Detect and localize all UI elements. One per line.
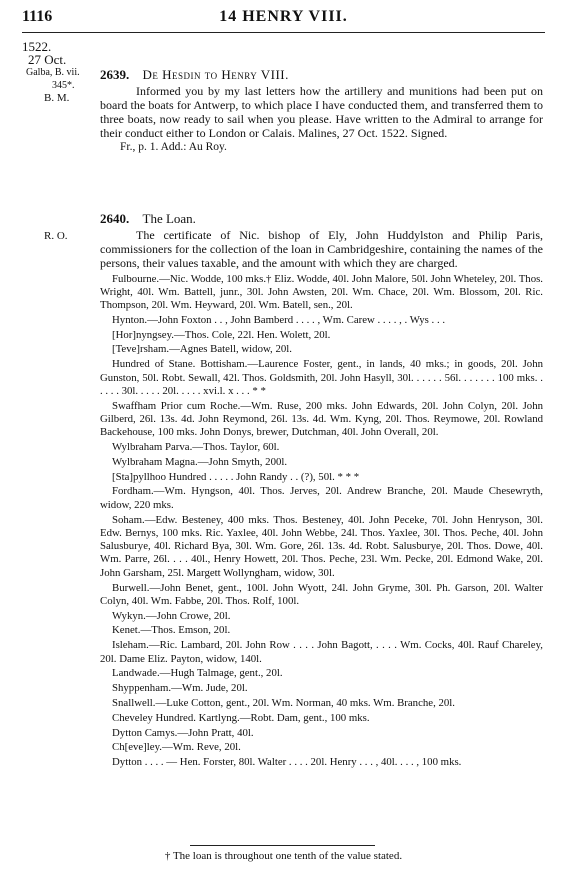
- margin-ref-ro: R. O.: [44, 230, 68, 242]
- loan-line: Landwade.—Hugh Talmage, gent., 20l.: [112, 667, 283, 680]
- margin-notes-2639: [22, 40, 100, 105]
- loan-line: Swaffham Prior cum Roche.—Wm. Ruse, 200 mks. John Edwards, 20l. John Colyn, 20l. John Gilberd, 26l. 13s. 4d. John Reymond, 26l. 13s. 4d. Wm. Kyng, 20l. Thos. Reymowe, 20l. Rowland Backehouse, 100 mks. John Donys, brewer, Dutchman, 40l. John Overall, 20l.: [100, 399, 543, 439]
- footnote-rule: [190, 845, 375, 846]
- loan-line: Shyppenham.—Wm. Jude, 20l.: [112, 682, 248, 695]
- entry-2640: [100, 212, 543, 771]
- running-title: 14 HENRY VIII.: [219, 8, 348, 25]
- loan-line: Hundred of Stane. Bottisham.—Laurence Foster, gent., in lands, 40 mks.; in goods, 20l. John Gunston, 50l. Robt. Sewall, 42l. Thos. Goldsmith, 20l. John Hasyll, 30l. . . . . . 56l. . . . . . . 100 mks. . . . . . 30l. . . . . 20l. . . . . xvi.l. x . . . * *: [100, 358, 543, 397]
- entry-2639-heading: [100, 68, 543, 82]
- loan-line: Ch[eve]ley.—Wm. Reve, 20l.: [112, 741, 241, 754]
- margin-year: 1522.: [22, 39, 52, 54]
- entry-2640-heading: [100, 212, 543, 226]
- loan-line: Wylbraham Magna.—John Smyth, 200l.: [112, 455, 288, 468]
- page-number: 1116: [22, 8, 53, 25]
- loan-line: Fulbourne.—Nic. Wodde, 100 mks.† Eliz. Wodde, 40l. John Malore, 50l. John Wheteley, 20l. Thos. Wright, 40l. Wm. Battell, junr., 30l. John Awsten, 20l. Wm. Chace, 20l. Wm. Blossom, 20l. Ric. Thompson, 20l. Wm. Heyward, 20l. Wm. Batell, sen., 20l.: [100, 272, 543, 312]
- header-rule: [22, 32, 545, 33]
- margin-ref-bm: B. M.: [44, 92, 70, 104]
- loan-line: Dytton Camys.—John Pratt, 40l.: [112, 726, 254, 739]
- page-header: [22, 8, 545, 30]
- loan-line: Fordham.—Wm. Hyngson, 40l. Thos. Jerves, 20l. Andrew Branche, 20l. Maude Chesewryth, widow, 220 mks.: [100, 485, 543, 511]
- entry-2639: [100, 68, 543, 154]
- loan-line: Cheveley Hundred. Kartlyng.—Robt. Dam, gent., 100 mks.: [112, 711, 370, 724]
- loan-line: Soham.—Edw. Besteney, 400 mks. Thos. Besteney, 40l. John Peceke, 70l. John Henryson, 30l. Edw. Bernys, 100 mks. Ric. Yaxlee, 40l. John Webbe, 24l. Thos. Yaxlee, 30l. Thos. Peche, 40l. John Salusburye, 40l. Richard Bya, 30l. Wm. Gore, 26l. 13s. 4d. Robt. Salusburye, 20l. Thos. Dowe, 40l. Wm. Parre, 26l. . . . 40l., Henry Howett, 20l. Thos. Peche, 23l. Wm. Pecke, 20l. Edmond Wake, 20l. John Garsham, 25l. Margett Wollyngham, widow, 30l.: [100, 513, 543, 579]
- loan-line: [Sta]pyllhoo Hundred . . . . . John Randy . . (?), 50l. * * *: [112, 470, 360, 483]
- loan-line: Dytton . . . . — Hen. Forster, 80l. Walter . . . . 20l. Henry . . . , 40l. . . . , 100 mks.: [112, 756, 462, 769]
- entry-2640-title: The Loan.: [142, 211, 196, 226]
- margin-ref-galba: Galba, B. vii.: [26, 67, 80, 78]
- entry-2640-number: 2640.: [100, 211, 130, 226]
- margin-ref-folio: 345*.: [52, 80, 75, 91]
- loan-line: Isleham.—Ric. Lambard, 20l. John Row . . . . John Bagott, . . . . Wm. Cocks, 40l. Rauf Chareley, 20l. Dame Eliz. Payton, widow, 140l.: [100, 639, 543, 665]
- loan-line: Hynton.—John Foxton . . , John Bamberd . . . . , Wm. Carew . . . . , . Wys . . .: [112, 313, 446, 326]
- loan-line: Kenet.—Thos. Emson, 20l.: [112, 624, 231, 637]
- entry-2639-note: Fr., p. 1. Add.: Au Roy.: [120, 140, 227, 153]
- loan-line: Snallwell.—Luke Cotton, gent., 20l. Wm. Norman, 40 mks. Wm. Branche, 20l.: [112, 696, 455, 709]
- loan-line: [Teve]rsham.—Agnes Batell, widow, 20l.: [112, 343, 292, 356]
- loan-line: [Hor]nyngsey.—Thos. Cole, 22l. Hen. Wolett, 20l.: [112, 328, 331, 341]
- loan-line: Wykyn.—John Crowe, 20l.: [112, 609, 231, 622]
- entry-2639-body: Informed you by my last letters how the artillery and munitions had been put on board the boats for Antwerp, to which place I have conducted them, and transferred them to three boats, now ready to sail when you please. Have written to the Admiral to arrange for their conduct either to London or Calais. Malines, 27 Oct. 1522. Signed.: [100, 83, 543, 140]
- margin-notes-2640: [22, 230, 100, 243]
- margin-date: 27 Oct.: [28, 52, 67, 67]
- entry-2639-title: De Hesdin to Henry VIII.: [142, 67, 289, 82]
- entry-2640-body: The certificate of Nic. bishop of Ely, John Huddylston and Philip Paris, commissioners for the collection of the loan in Cambridgeshire, containing the names of the persons, their values taxable, and the amount with which they are charged.: [100, 227, 543, 270]
- footnote: † The loan is throughout one tenth of the value stated.: [164, 850, 403, 862]
- loan-line: Wylbraham Parva.—Thos. Taylor, 60l.: [112, 441, 280, 454]
- loan-line: Burwell.—John Benet, gent., 100l. John Wyott, 24l. John Gryme, 30l. Ph. Garson, 20l. Walter Colyn, 40l. Wm. Fabbe, 20l. Thos. Rolf, 100l.: [100, 581, 543, 607]
- loan-list: [100, 273, 543, 770]
- entry-2639-number: 2639.: [100, 67, 130, 82]
